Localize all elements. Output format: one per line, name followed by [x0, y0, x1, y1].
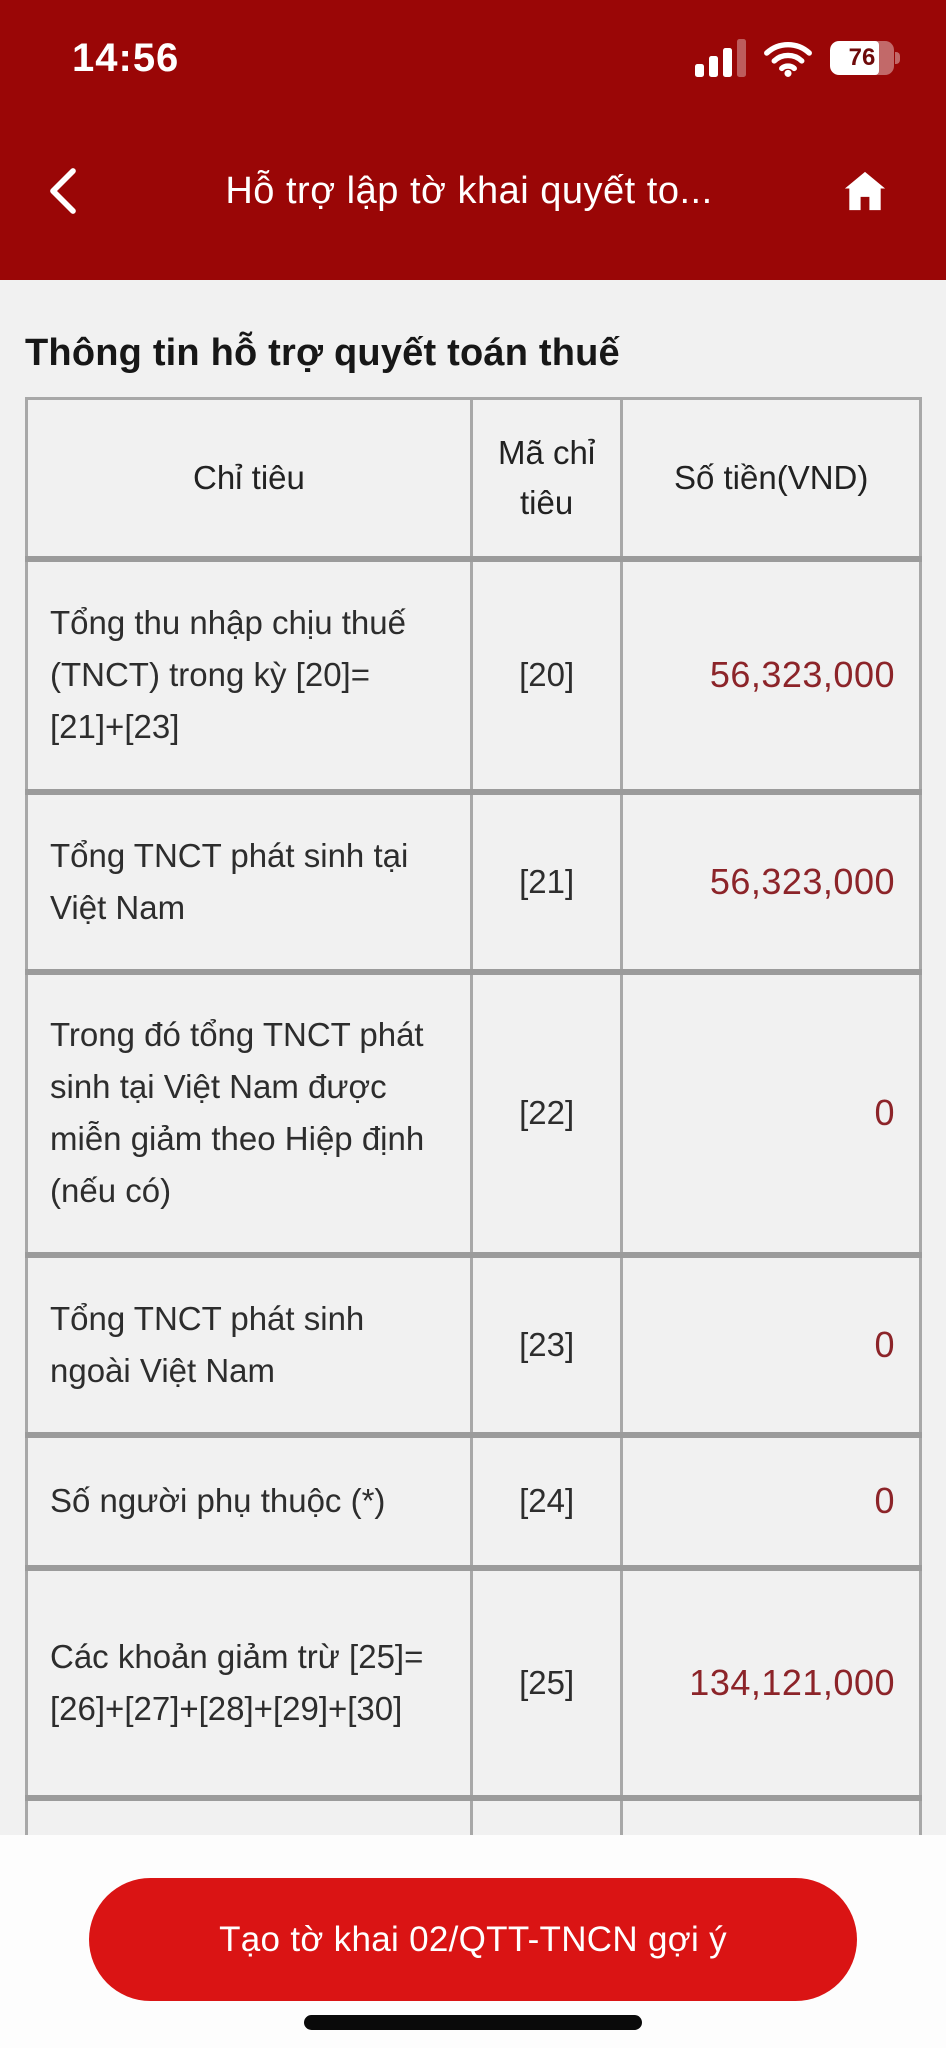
back-button[interactable] — [46, 166, 106, 216]
row-label: Trong đó tổng TNCT phát sinh tại Việt Nam được miễn giảm theo Hiệp định (nếu có) — [27, 972, 472, 1255]
row-label: Các khoản giảm trừ [25]=[26]+[27]+[28]+[29]+[30] — [27, 1568, 472, 1798]
row-code: [21] — [471, 792, 621, 972]
table-row — [27, 792, 921, 972]
row-label: Tổng TNCT phát sinh tại Việt Nam — [27, 792, 472, 972]
column-header-code: Mã chỉ tiêu — [471, 399, 621, 559]
row-amount: 0 — [622, 972, 921, 1255]
table-row — [27, 559, 921, 792]
row-amount: 56,323,000 — [622, 792, 921, 972]
row-amount: 56,323,000 — [622, 559, 921, 792]
cellular-signal-icon — [695, 39, 746, 77]
section-title: Thông tin hỗ trợ quyết toán thuế — [25, 332, 620, 374]
column-header-amount: Số tiền(VND) — [622, 399, 921, 559]
status-bar — [0, 0, 946, 102]
status-time: 14:56 — [72, 35, 180, 80]
app-header — [0, 0, 946, 280]
battery-percent: 76 — [848, 44, 876, 71]
table-row — [27, 1435, 921, 1568]
nav-bar — [0, 102, 946, 280]
row-code: [25] — [471, 1568, 621, 1798]
row-label: Số người phụ thuộc (*) — [27, 1435, 472, 1568]
create-declaration-button[interactable]: Tạo tờ khai 02/QTT-TNCN gợi ý — [89, 1878, 857, 2001]
wifi-icon — [763, 39, 813, 77]
home-indicator-bar[interactable] — [304, 2015, 642, 2030]
table-row — [27, 972, 921, 1255]
home-icon — [842, 169, 888, 213]
row-code: [20] — [471, 559, 621, 792]
battery-icon — [830, 41, 900, 75]
home-button[interactable] — [832, 169, 888, 213]
tax-summary-table — [25, 397, 922, 1835]
row-amount: 134,121,000 — [622, 1568, 921, 1798]
table-row — [27, 1568, 921, 1798]
row-code: [23] — [471, 1255, 621, 1435]
row-amount: 0 — [622, 1435, 921, 1568]
row-code: [24] — [471, 1435, 621, 1568]
status-icons — [695, 39, 900, 77]
chevron-left-icon — [46, 166, 80, 216]
table-header-row — [27, 399, 921, 559]
scroll-area[interactable] — [0, 280, 946, 1835]
table-row-partial — [27, 1798, 921, 1836]
row-amount: 0 — [622, 1255, 921, 1435]
row-code: [22] — [471, 972, 621, 1255]
row-label: Tổng thu nhập chịu thuế (TNCT) trong kỳ [20]=[21]+[23] — [27, 559, 472, 792]
table-row — [27, 1255, 921, 1435]
column-header-criteria: Chỉ tiêu — [27, 399, 472, 559]
page-title: Hỗ trợ lập tờ khai quyết to... — [225, 169, 713, 212]
row-label: Tổng TNCT phát sinh ngoài Việt Nam — [27, 1255, 472, 1435]
bottom-bar — [0, 1835, 946, 2048]
